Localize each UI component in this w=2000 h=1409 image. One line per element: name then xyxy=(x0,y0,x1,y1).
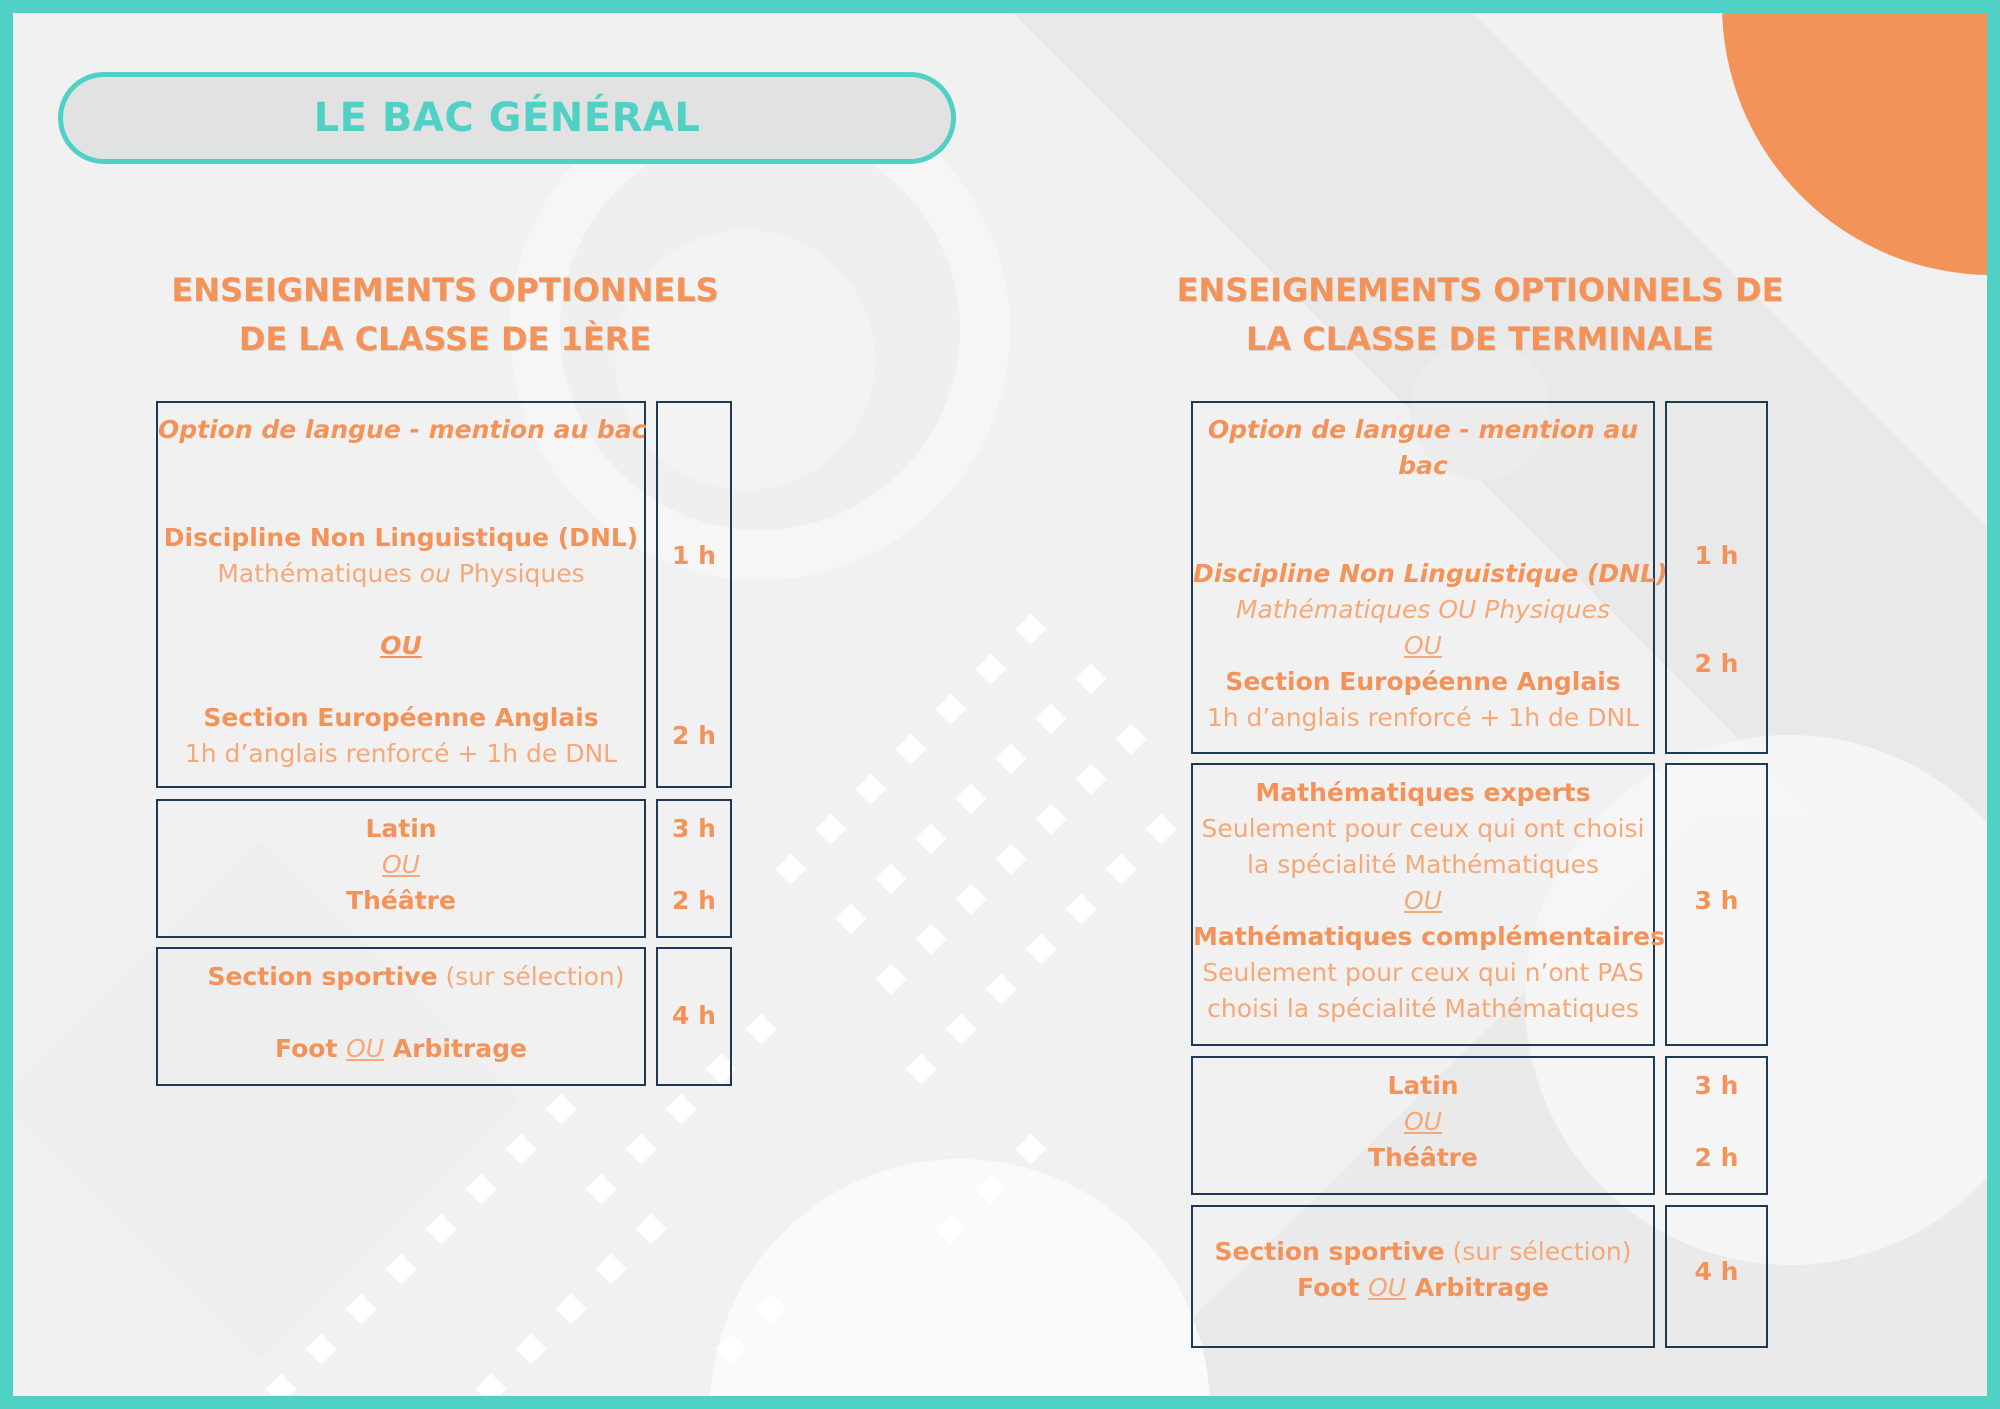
terminale-sport-box xyxy=(1191,1205,1655,1348)
premiere-sport-title-line xyxy=(158,959,644,995)
terminale-euro-sub: 1h d’anglais renforcé + 1h de DNL xyxy=(1206,703,1640,732)
premiere-hours-theatre: 2 h xyxy=(672,886,716,915)
terminale-math-experts-sub-1: Seulement pour ceux qui ont choisi xyxy=(1201,814,1645,843)
terminale-math-box xyxy=(1191,763,1665,1046)
terminale-hours-math: 3 h xyxy=(1694,886,1739,915)
premiere-hours-latin: 3 h xyxy=(672,814,716,843)
terminale-latin: Latin xyxy=(1387,1071,1459,1100)
premiere-language-hours-box xyxy=(656,401,732,788)
terminale-sport-selection: (sur sélection) xyxy=(1444,1237,1632,1266)
terminale-language-box xyxy=(1191,401,1668,754)
terminale-latin-ou: OU xyxy=(1404,1107,1442,1136)
premiere-sport-options: Foot OU Arbitrage xyxy=(275,1034,527,1063)
page-title: LE BAC GÉNÉRAL xyxy=(313,95,701,141)
terminale-math-comp-sub-2: choisi la spécialité Mathématiques xyxy=(1207,994,1639,1023)
heading-terminale-line-1: ENSEIGNEMENTS OPTIONNELS DE xyxy=(1176,271,1784,309)
terminale-sport-title-line xyxy=(1193,1234,1653,1270)
premiere-latin-ou: OU xyxy=(382,850,420,879)
premiere-dnl-title: Discipline Non Linguistique (DNL) xyxy=(163,523,639,552)
premiere-dnl-subjects: Mathématiques ou Physiques xyxy=(217,559,585,588)
heading-premiere-line-2: DE LA CLASSE DE 1ÈRE xyxy=(238,320,652,358)
premiere-hours-sport: 4 h xyxy=(672,1001,716,1030)
terminale-math-experts-title: Mathématiques experts xyxy=(1255,778,1591,807)
page-title-pill xyxy=(58,72,956,164)
terminale-dnl-title: Discipline Non Linguistique (DNL) xyxy=(1193,559,1668,588)
terminale-sport-hours-box xyxy=(1665,1205,1768,1348)
premiere-sport-selection: (sur sélection) xyxy=(437,962,625,991)
premiere-sport-hours-box xyxy=(656,947,732,1086)
terminale-theatre: Théâtre xyxy=(1368,1143,1478,1172)
premiere-latin-box xyxy=(156,799,646,938)
premiere-euro-title: Section Européenne Anglais xyxy=(203,703,599,732)
terminale-math-experts-sub-2: la spécialité Mathématiques xyxy=(1247,850,1599,879)
terminale-option-label-2: bac xyxy=(1398,451,1448,480)
terminale-dnl-subjects: Mathématiques OU Physiques xyxy=(1235,595,1611,624)
terminale-hours-latin: 3 h xyxy=(1694,1071,1739,1100)
terminale-math-comp-title: Mathématiques complémentaires xyxy=(1193,922,1665,951)
premiere-sport-title: Section sportive xyxy=(207,962,438,991)
terminale-hours-sport: 4 h xyxy=(1694,1257,1739,1286)
terminale-math-ou: OU xyxy=(1404,886,1442,915)
terminale-language-ou: OU xyxy=(1404,631,1442,660)
terminale-latin-hours-box xyxy=(1665,1056,1768,1195)
terminale-math-comp-sub-1: Seulement pour ceux qui n’ont PAS xyxy=(1202,958,1644,987)
terminale-math-hours-box xyxy=(1665,763,1768,1046)
premiere-language-box xyxy=(156,401,646,788)
premiere-theatre: Théâtre xyxy=(346,886,456,915)
terminale-hours-theatre: 2 h xyxy=(1694,1143,1739,1172)
terminale-latin-box xyxy=(1191,1056,1655,1195)
premiere-hours-dnl: 1 h xyxy=(672,541,716,570)
terminale-option-label-1: Option de langue - mention au xyxy=(1207,415,1639,444)
premiere-euro-sub: 1h d’anglais renforcé + 1h de DNL xyxy=(184,739,618,768)
heading-terminale-line-2: LA CLASSE DE TERMINALE xyxy=(1245,320,1715,358)
premiere-latin: Latin xyxy=(365,814,437,843)
terminale-sport-title: Section sportive xyxy=(1214,1237,1445,1266)
premiere-language-ou: OU xyxy=(380,631,422,660)
terminale-sport-options: Foot OU Arbitrage xyxy=(1297,1273,1549,1302)
terminale-hours-dnl: 1 h xyxy=(1694,541,1739,570)
terminale-hours-euro: 2 h xyxy=(1694,649,1739,678)
premiere-option-label: Option de langue - mention au bac xyxy=(158,415,647,444)
heading-premiere xyxy=(140,266,750,364)
premiere-sport-box xyxy=(156,947,646,1086)
terminale-language-hours-box xyxy=(1665,401,1768,754)
heading-terminale xyxy=(1160,266,1800,364)
premiere-latin-hours-box xyxy=(656,799,732,938)
terminale-euro-title: Section Européenne Anglais xyxy=(1225,667,1621,696)
premiere-hours-euro: 2 h xyxy=(672,721,716,750)
heading-premiere-line-1: ENSEIGNEMENTS OPTIONNELS xyxy=(171,271,719,309)
